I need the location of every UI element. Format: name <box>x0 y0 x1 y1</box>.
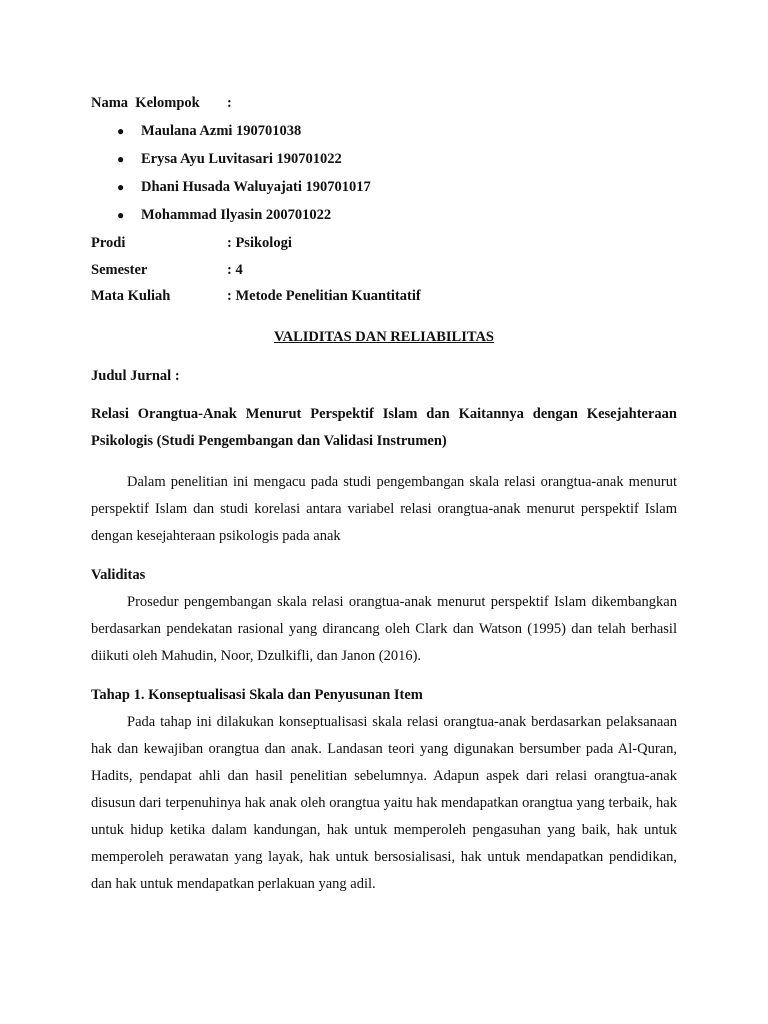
semester-value: : 4 <box>227 262 243 278</box>
semester-row <box>91 261 243 279</box>
member-item: Maulana Azmi 190701038 <box>141 123 302 139</box>
course-row <box>91 287 421 305</box>
bullet-icon: ● <box>117 152 125 166</box>
intro-paragraph: Dalam penelitian ini mengacu pada studi pengembangan skala relasi orangtua-anak menurut perspektif Islam dan studi korelasi antara variabel relasi orangtua-anak menurut perspektif Islam dengan kesejahteraan psikologis pada anak <box>91 474 677 544</box>
stage1-heading: Tahap 1. Konseptualisasi Skala dan Penyusunan Item <box>91 687 423 703</box>
group-label-row <box>91 94 232 112</box>
bullet-icon: ● <box>117 124 125 138</box>
group-colon: : <box>227 95 232 111</box>
member-item: Erysa Ayu Luvitasari 190701022 <box>141 151 342 167</box>
validity-paragraph: Prosedur pengembangan skala relasi orangtua-anak menurut perspektif Islam dikembangkan berdasarkan pendekatan rasional yang dirancang oleh Clark dan Watson (1995) dan telah berhasil diikuti oleh Mahudin, Noor, Dzulkifli, dan Janon (2016). <box>91 594 677 664</box>
bullet-icon: ● <box>117 208 125 222</box>
journal-label: Judul Jurnal : <box>91 368 180 384</box>
course-value: : Metode Penelitian Kuantitatif <box>227 288 421 304</box>
journal-title: Relasi Orangtua-Anak Menurut Perspektif Islam dan Kaitannya dengan Kesejahteraan Psikologis (Studi Pengembangan dan Validasi Instrumen) <box>91 406 677 449</box>
prodi-row <box>91 234 292 252</box>
semester-label: Semester <box>91 262 148 278</box>
prodi-value: : Psikologi <box>227 235 292 251</box>
member-item: Dhani Husada Waluyajati 190701017 <box>141 179 371 195</box>
page-title: VALIDITAS DAN RELIABILITAS <box>274 329 494 345</box>
bullet-icon: ● <box>117 180 125 194</box>
stage1-paragraph: Pada tahap ini dilakukan konseptualisasi skala relasi orangtua-anak berdasarkan pelaksanaan hak dan kewajiban orangtua dan anak. Landasan teori yang digunakan bersumber pada Al-Quran, Hadits, pendapat ahli dan hasil penelitian sebelumnya. Adapun aspek dari relasi orangtua-anak disusun dari terpenuhinya hak anak oleh orangtua yaitu hak mendapatkan orangtua yang terbaik, hak untuk hidup ketika dalam kandungan, hak untuk memperoleh pengasuhan yang baik, hak untuk memperoleh perawatan yang layak, hak untuk bersosialisasi, hak untuk mendapatkan pendidikan, dan hak untuk mendapatkan perlakuan yang adil. <box>91 714 677 892</box>
prodi-label: Prodi <box>91 235 126 251</box>
course-label: Mata Kuliah <box>91 288 171 304</box>
member-item: Mohammad Ilyasin 200701022 <box>141 207 332 223</box>
group-label: Nama Kelompok <box>91 95 200 111</box>
validity-heading: Validitas <box>91 567 146 583</box>
